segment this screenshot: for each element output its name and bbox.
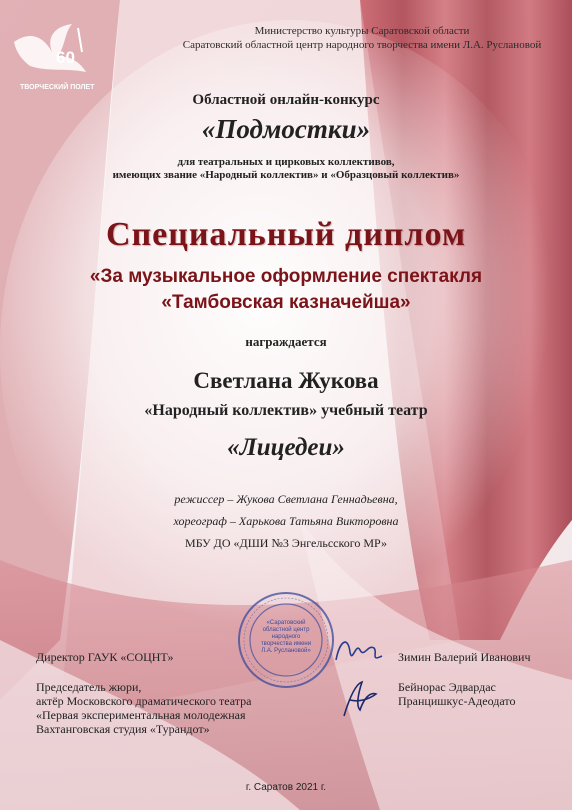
nomination-line-1: «За музыкальное оформление спектакля [89, 266, 483, 287]
director-name: Зимин Валерий Иванович [398, 650, 531, 664]
contest-name: «Подмостки» [201, 114, 371, 144]
dove-logo-icon [8, 22, 96, 86]
group-name: «Народный коллектив» учебный театр [144, 402, 428, 419]
director-role: Директор ГАУК «СОЦНТ» [36, 650, 174, 664]
diploma-title: Специальный диплом [106, 216, 466, 253]
director-signature [330, 630, 390, 672]
official-stamp [236, 590, 336, 690]
director-credit: режиссер – Жукова Светлана Геннадьевна, [174, 492, 398, 506]
stamp-text: «Саратовский областной центр народного творчества имени Л.А. Руслановой» [260, 620, 312, 654]
choreographer-credit: хореограф – Харькова Татьяна Викторовна [173, 514, 399, 528]
jury-signature [334, 676, 384, 720]
school-name: МБУ ДО «ДШИ №3 Энгельсского МР» [185, 536, 387, 550]
contest-title: Областной онлайн-конкурс [192, 92, 380, 108]
recipient-name: Светлана Жукова [193, 368, 379, 393]
jury-name-2: Пранцишкус-Адеодато [398, 694, 516, 708]
contest-subtitle-2: имеющих звание «Народный коллектив» и «Образцовый коллектив» [112, 169, 460, 181]
jury-role-1: Председатель жюри, [36, 680, 142, 694]
jury-role-4: Вахтанговская студия «Турандот» [36, 722, 210, 736]
ministry-name: Министерство культуры Саратовской области [254, 25, 470, 37]
awarded-label: награждается [245, 334, 327, 349]
jury-role-2: актёр Московского драматического театра [36, 694, 252, 708]
logo-text: ТВОРЧЕСКИЙ ПОЛЕТ [20, 84, 95, 91]
center-name: Саратовский областной центр народного творчества имени Л.А. Руслановой [182, 39, 542, 51]
city-year: г. Саратов 2021 г. [245, 782, 327, 793]
nomination-line-2: «Тамбовская казначейша» [161, 292, 411, 313]
logo [8, 22, 96, 100]
jury-name-1: Бейнорас Эдвардас [398, 680, 496, 694]
jury-role-3: «Первая экспериментальная молодежная [36, 708, 246, 722]
logo-number: 60 [56, 48, 75, 67]
contest-subtitle-1: для театральных и цирковых коллективов, [177, 156, 395, 168]
theater-name: «Лицедеи» [227, 434, 345, 461]
